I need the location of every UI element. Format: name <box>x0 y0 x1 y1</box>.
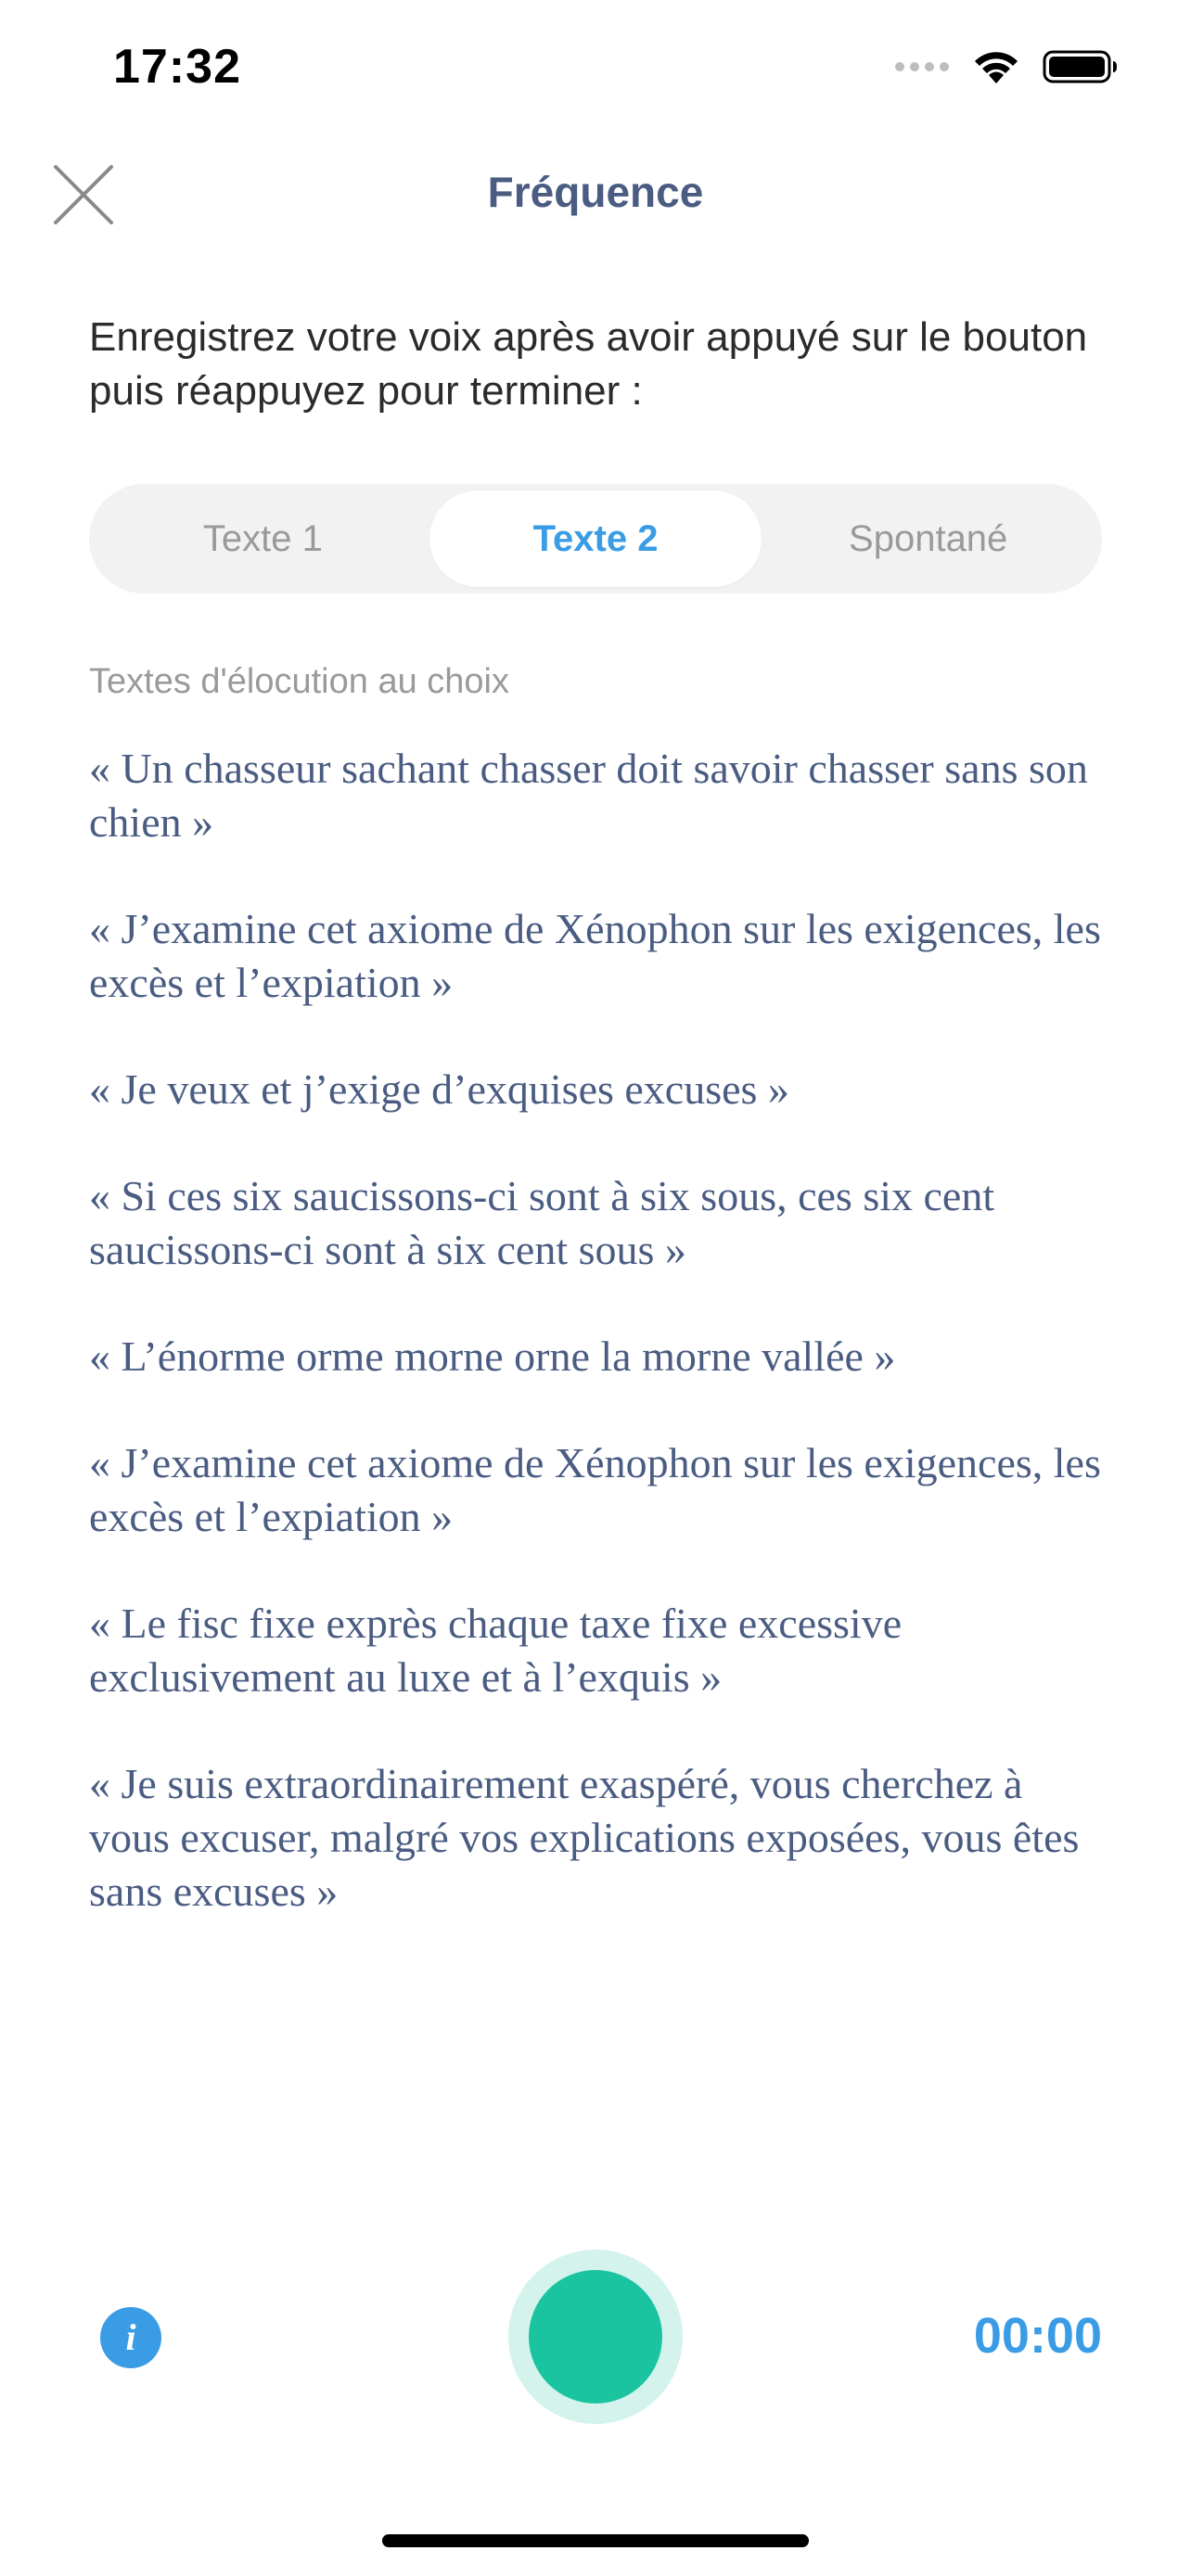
signal-dots-icon <box>894 60 950 78</box>
list-item: « Je veux et j’exige d’exquises excuses » <box>89 1065 789 1113</box>
close-icon <box>48 218 119 234</box>
list-item: « J’examine cet axiome de Xénophon sur les exigences, les excès et l’expiation » <box>89 1439 1101 1540</box>
list-item: « Le fisc fixe exprès chaque taxe fixe excessive exclusivement au luxe et à l’exquis » <box>89 1600 903 1701</box>
tab-texte-2[interactable]: Texte 2 <box>429 491 762 587</box>
tab-texte-1[interactable]: Texte 1 <box>202 517 323 559</box>
list-item: « L’énorme orme morne orne la morne vallée » <box>89 1333 896 1380</box>
text-selector-tabs <box>89 484 1102 593</box>
record-button[interactable] <box>508 2250 683 2424</box>
page-title: Fréquence <box>487 168 704 216</box>
list-item: « Si ces six saucissons-ci sont à six sous, ces six cent saucissons-ci sont à six cent sous » <box>89 1172 995 1273</box>
battery-icon <box>1043 48 1119 90</box>
status-bar <box>0 0 1191 139</box>
record-button-icon <box>529 2270 662 2404</box>
info-icon: i <box>125 2316 136 2358</box>
wifi-icon <box>972 48 1020 90</box>
bottom-controls <box>0 2244 1191 2429</box>
recording-timer: 00:00 <box>973 2308 1102 2364</box>
home-indicator[interactable] <box>382 2534 809 2547</box>
tab-spontane[interactable]: Spontané <box>849 517 1008 559</box>
list-item: « Je suis extraordinairement exaspéré, vous cherchez à vous excuser, malgré vos explications exposées, vous êtes sans excuses » <box>89 1760 1080 1915</box>
info-button[interactable] <box>100 2307 161 2368</box>
nav-bar <box>0 139 1191 250</box>
speech-texts-list <box>89 742 1109 1971</box>
status-icons <box>894 48 1119 90</box>
list-item: « J’examine cet axiome de Xénophon sur les exigences, les excès et l’expiation » <box>89 905 1101 1006</box>
status-time: 17:32 <box>113 40 241 94</box>
list-item: « Un chasseur sachant chasser doit savoir chasser sans son chien » <box>89 745 1088 846</box>
instruction-text: Enregistrez votre voix après avoir appuyé sur le bouton puis réappuyez pour terminer : <box>89 314 1088 414</box>
section-label: Textes d'élocution au choix <box>89 662 509 701</box>
